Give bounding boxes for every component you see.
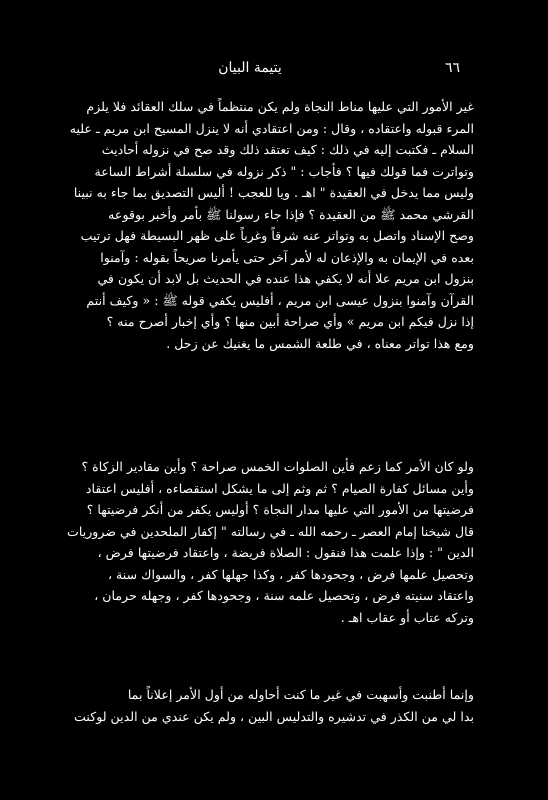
text-line: وتحصيل علمها فرض ، وجحودها كفر ، وكذا جهلها كفر ، والسواك سنة ، [107, 566, 474, 582]
text-line: بدا لي من الكذر في تدشيره والتدليس البين ، ولم يكن عندي من الدين لوكنت [74, 708, 474, 724]
text-line: وتركه عتاب أو عقاب اهـ . [340, 609, 474, 625]
text-line: القرآن وآمنوا بنزول عيسى ابن مريم ، أفليس يكفي قوله ﷺ : « وكيف أنتم [86, 292, 474, 308]
text-line: وتواترت فما قولك فيها ؟ فأجاب : " ذكر نزوله في سلسلة أشراط الساعة [94, 163, 474, 179]
text-line: وصح الإسناد واتصل به وتواتر عنه شرقاً وغرباً على ظهر البسيطة فهل ترتيب [80, 228, 474, 243]
text-line: وإنما أطنبت وأسهبت في غير ما كنت أحاوله من أول الأمر إعلاناً بما [127, 687, 474, 702]
page-number: ٦٦ [444, 60, 460, 76]
text-line: واعتقاد سنيته فرض ، وتحصيل علمه سنة ، وجحودها كفر ، وجهله حرمان ، [94, 588, 474, 603]
text-line: ولو كان الأمر كما زعم فأين الصلوات الخمس صراحة ؟ وأين مقادير الزكاة ؟ [81, 459, 474, 474]
paragraph-2 [22, 456, 474, 628]
text-line: غير الأمور التي عليها مناط النجاة ولم يكن منتظماً في سلك العقائد فلا يلزم [86, 99, 474, 114]
text-line: بعده في الإيمان به والإذعان له لأمر آخر حتى يأمرنا صريحاً بقوله : وآمنوا [100, 249, 474, 265]
paragraph-3 [22, 684, 474, 727]
text-line: فرضيتها من الأمور التي عليها مدار النجاة ؟ أوليس يكفر من أنكر فرضيتها ؟ [86, 502, 474, 517]
text-line: ومع هذا تواتر معناه ، في طلعة الشمس ما يغنيك عن زحل . [166, 335, 474, 351]
text-line: بنزول ابن مريم علا أنه لا يكفي هذا عنده في الحديث بل لابد أن يكون في [97, 271, 474, 286]
text-line: قال شيخنا إمام العصر ـ رحمه الله ـ في رسالته " إكفار الملحدين في ضروريات [67, 523, 474, 539]
text-line: المرء قبوله واعتقاده ، وقال : ومن اعتقادي أنه لا ينزل المسيح ابن مريم ـ عليه [69, 120, 474, 136]
text-line: القرشي محمد ﷺ من العقيدة ؟ فإذا جاء رسولنا ﷺ بأمر وأخبر بوقوعه [108, 206, 474, 222]
page-header [40, 60, 460, 84]
text-line: الدين " : وإذا علمت هذا فنقول : الصلاة فريضة ، واعتقاد فرضيتها فرض ، [97, 545, 474, 560]
text-line: وليس مما يدخل في العقيدة " اهـ . ويا للعجب ! أليس التصديق بما جاء به نبينا [73, 185, 474, 200]
text-line: إذا نزل فيكم ابن مريم » وأي صراحة أبين منها ؟ وأي إخبار أصرح منه ؟ [106, 314, 474, 329]
running-title: يتيمة البيان [218, 60, 282, 76]
text-line: وأين مسائل كفارة الصيام ؟ ثم وثم إلى ما يشكل استقصاءه ، أفليس اعتقاد [85, 480, 474, 496]
paragraph-1 [22, 96, 474, 354]
text-line: السلام ـ فكتبت إليه في ذلك : كيف تعتقد ذلك وقد صح في نزوله أحاديث [101, 142, 474, 157]
